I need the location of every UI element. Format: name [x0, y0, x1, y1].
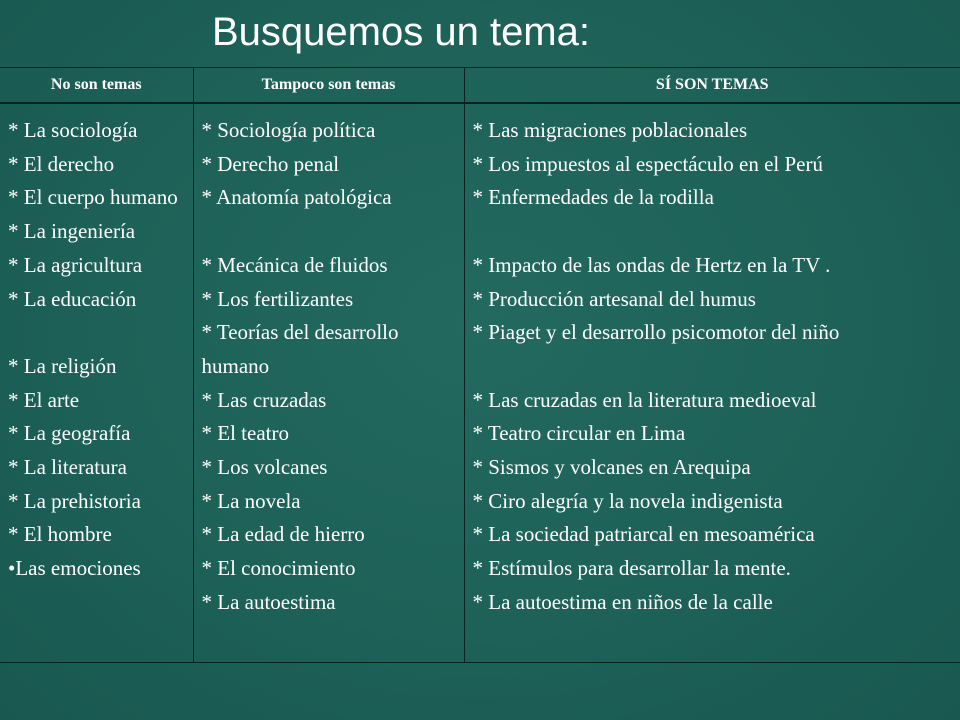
list-item: * Los impuestos al espectáculo en el Perú: [472, 151, 823, 176]
list-item: * La prehistoria: [8, 488, 141, 513]
list-item: * La sociedad patriarcal en mesoamérica: [472, 522, 815, 547]
slide-title: Busquemos un tema:: [212, 10, 590, 54]
list-item: * La geografía: [8, 421, 131, 446]
list-item: * El teatro: [201, 421, 289, 446]
list-spacer: [473, 350, 957, 384]
list-item: * Derecho penal: [201, 151, 340, 176]
list-item: * Impacto de las ondas de Hertz en la TV .: [472, 252, 831, 277]
column-not-topics: [0, 103, 193, 663]
column-also-not-topics: [193, 103, 464, 663]
list-not-topics: [8, 114, 189, 586]
list-item: * Ciro alegría y la novela indigenista: [472, 488, 783, 513]
list-item: * Los volcanes: [201, 455, 328, 480]
list-item: * Sismos y volcanes en Arequipa: [472, 455, 751, 480]
list-item: * La autoestima en niños de la calle: [472, 589, 773, 614]
content-row: [0, 103, 960, 663]
list-item: * El cuerpo humano: [8, 185, 178, 210]
header-row: [0, 68, 960, 104]
list-also-not-topics: [202, 114, 460, 620]
list-item: * Los fertilizantes: [201, 286, 354, 311]
list-item: * Las cruzadas en la literatura medioeval: [472, 387, 817, 412]
list-item: * La edad de hierro: [201, 522, 365, 547]
list-item: * Las cruzadas: [201, 387, 327, 412]
list-item: * La educación: [8, 286, 137, 311]
topics-table: [0, 67, 960, 663]
list-item: * Las migraciones poblacionales: [472, 118, 748, 142]
list-item: * Piaget y el desarrollo psicomotor del niño: [472, 320, 840, 345]
list-item: * El conocimiento: [201, 556, 356, 581]
list-item: * Anatomía patológica: [201, 185, 392, 210]
list-item: * La agricultura: [8, 252, 143, 277]
list-are-topics: [473, 114, 957, 620]
list-spacer: [8, 316, 189, 350]
list-item: * Mecánica de fluidos: [201, 252, 388, 277]
list-item: * La ingeniería: [8, 219, 136, 244]
list-item: * La sociología: [8, 118, 138, 142]
list-item: * La novela: [201, 488, 301, 513]
header-not-topics: No son temas: [0, 68, 193, 104]
list-item: * Producción artesanal del humus: [472, 286, 756, 311]
list-item: * La autoestima: [201, 589, 336, 614]
list-item: * Teatro circular en Lima: [472, 421, 686, 446]
list-spacer: [202, 215, 460, 249]
header-are-topics: SÍ SON TEMAS: [464, 68, 960, 104]
header-also-not-topics: Tampoco son temas: [193, 68, 464, 104]
list-spacer: [473, 215, 957, 249]
list-item: * El arte: [8, 387, 80, 412]
list-item: * Teorías del desarrollo humano: [201, 320, 399, 378]
list-item: * Enfermedades de la rodilla: [472, 185, 714, 210]
list-item: * Sociología política: [201, 118, 376, 142]
column-are-topics: [464, 103, 960, 663]
list-item: * El derecho: [8, 151, 115, 176]
list-item: * La literatura: [8, 455, 127, 480]
list-item: •Las emociones: [8, 556, 141, 581]
list-item: * La religión: [8, 353, 117, 378]
list-item: * Estímulos para desarrollar la mente.: [472, 556, 791, 581]
list-item: * El hombre: [8, 522, 112, 547]
